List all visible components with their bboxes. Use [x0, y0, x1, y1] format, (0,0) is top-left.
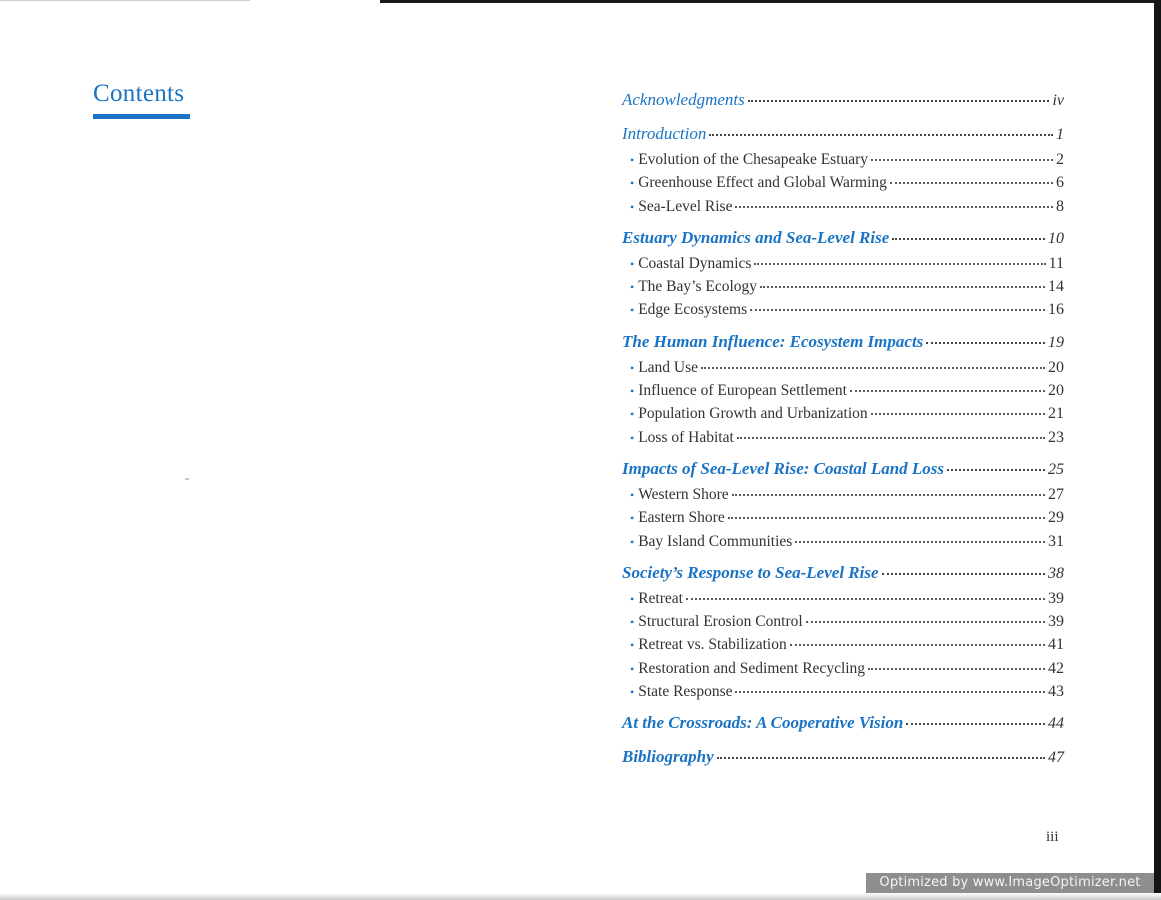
toc-subentry-title: Population Growth and Urbanization — [638, 405, 868, 423]
toc-subentry-title: Coastal Dynamics — [638, 254, 752, 272]
dot-leader — [748, 100, 1050, 102]
toc-page-number: 11 — [1048, 254, 1064, 272]
toc-chapter-entry — [622, 747, 1064, 774]
toc-chapter-entry — [622, 90, 1064, 117]
toc-page-number: 20 — [1048, 382, 1064, 400]
toc-page-number: 8 — [1056, 197, 1064, 215]
contents-heading: Contents — [93, 80, 185, 107]
toc-page-number: 38 — [1048, 564, 1064, 582]
toc-page-number: 1 — [1056, 126, 1064, 143]
bullet-icon: • — [630, 685, 635, 700]
dot-leader — [890, 182, 1053, 184]
dot-leader — [686, 598, 1045, 600]
toc-section — [622, 747, 1064, 774]
toc-page-number: 16 — [1048, 301, 1064, 319]
toc-subentry — [622, 533, 1064, 556]
toc-subentry — [622, 613, 1064, 636]
bullet-icon: • — [630, 407, 635, 422]
toc-chapter-title: Introduction — [622, 124, 707, 143]
toc-subentry — [622, 382, 1064, 405]
contents-underline — [93, 114, 190, 119]
toc-subentry — [622, 174, 1064, 197]
toc-subentry-title: Retreat — [638, 589, 683, 607]
toc-page-number: 21 — [1048, 405, 1064, 423]
dot-leader — [735, 206, 1053, 208]
bullet-icon: • — [630, 176, 635, 191]
toc-subentry — [622, 636, 1064, 659]
toc-subentry — [622, 590, 1064, 613]
page-number: iii — [1046, 829, 1059, 845]
dot-leader — [947, 469, 1045, 471]
bullet-icon: • — [630, 430, 635, 445]
toc-page-number: 47 — [1048, 749, 1064, 767]
toc-page-number: 23 — [1048, 428, 1064, 446]
toc-subentry — [622, 255, 1064, 278]
toc-subentry — [622, 359, 1064, 382]
toc-page-number: 2 — [1056, 151, 1064, 168]
toc-subentry — [622, 429, 1064, 452]
toc-page-number: 10 — [1048, 229, 1064, 247]
dot-leader — [871, 159, 1053, 161]
toc-page-number: 43 — [1048, 683, 1064, 701]
toc-section — [622, 713, 1064, 740]
dot-leader — [892, 238, 1045, 240]
toc-page-number: 39 — [1048, 613, 1064, 631]
dot-leader — [728, 517, 1045, 519]
toc-page-number: 41 — [1048, 636, 1064, 654]
toc-page-number: 31 — [1048, 532, 1064, 550]
dot-leader — [737, 437, 1045, 439]
table-of-contents — [622, 90, 1064, 781]
toc-chapter-entry — [622, 563, 1064, 590]
toc-page-number: 39 — [1048, 589, 1064, 607]
dot-leader — [871, 413, 1045, 415]
bullet-icon: • — [630, 280, 635, 295]
toc-subentry-title: Eastern Shore — [638, 509, 725, 527]
dot-leader — [701, 367, 1045, 369]
bullet-icon: • — [630, 534, 635, 549]
toc-subentry-title: Bay Island Communities — [638, 532, 793, 550]
dot-leader — [790, 644, 1045, 646]
toc-subentry — [622, 405, 1064, 428]
dot-leader — [732, 494, 1045, 496]
toc-page-number: iv — [1052, 92, 1064, 109]
toc-subentry — [622, 509, 1064, 532]
bullet-icon: • — [630, 256, 635, 271]
toc-chapter-title: Bibliography — [622, 747, 714, 767]
toc-subentry-title: Restoration and Sediment Recycling — [638, 659, 866, 677]
watermark-banner: Optimized by www.ImageOptimizer.net — [866, 873, 1154, 893]
bullet-icon: • — [630, 360, 635, 375]
toc-subentry — [622, 301, 1064, 324]
dot-leader — [926, 342, 1045, 344]
toc-subentry-title: Western Shore — [638, 485, 729, 503]
bullet-icon: • — [630, 153, 635, 167]
toc-chapter-title: Society’s Response to Sea-Level Rise — [622, 562, 879, 582]
toc-section — [622, 459, 1064, 556]
bullet-icon: • — [630, 487, 635, 502]
toc-subentry — [622, 683, 1064, 706]
toc-subentry — [622, 660, 1064, 683]
bullet-icon: • — [630, 303, 635, 318]
toc-page-number: 44 — [1048, 715, 1064, 733]
toc-chapter-entry — [622, 459, 1064, 486]
toc-subentry-title: Influence of European Settlement — [638, 382, 847, 400]
toc-chapter-title: Acknowledgments — [622, 90, 745, 109]
toc-section — [622, 90, 1064, 117]
toc-page-number: 25 — [1048, 460, 1064, 478]
toc-section — [622, 563, 1064, 706]
toc-page-number: 20 — [1048, 358, 1064, 376]
toc-section — [622, 228, 1064, 325]
dot-leader — [868, 668, 1045, 670]
toc-chapter-title: At the Crossroads: A Cooperative Vision — [622, 713, 904, 733]
bullet-icon: • — [630, 638, 635, 653]
scan-speck — [185, 478, 189, 480]
toc-subentry-title: Loss of Habitat — [638, 428, 734, 446]
toc-subentry-title: State Response — [638, 683, 733, 701]
toc-page-number: 42 — [1048, 659, 1064, 677]
bullet-icon: • — [630, 384, 635, 399]
toc-page-number: 6 — [1056, 174, 1064, 192]
toc-chapter-title: Impacts of Sea-Level Rise: Coastal Land Loss — [622, 458, 945, 478]
dot-leader — [760, 286, 1045, 288]
dot-leader — [754, 263, 1045, 265]
toc-section — [622, 332, 1064, 452]
toc-chapter-entry — [622, 124, 1064, 151]
bullet-icon: • — [630, 591, 635, 606]
bullet-icon: • — [630, 615, 635, 630]
toc-page-number: 27 — [1048, 485, 1064, 503]
toc-page-number: 14 — [1048, 278, 1064, 296]
toc-subentry-title: Sea-Level Rise — [638, 197, 733, 215]
top-rule-left — [0, 0, 250, 1]
top-rule — [380, 0, 1161, 3]
toc-chapter-entry — [622, 228, 1064, 255]
bottom-page-shade — [0, 893, 1161, 900]
toc-page-number: 19 — [1048, 333, 1064, 351]
right-page-edge — [1154, 0, 1161, 900]
toc-chapter-entry — [622, 713, 1064, 740]
toc-page-number: 29 — [1048, 509, 1064, 527]
dot-leader — [850, 390, 1045, 392]
toc-chapter-title: Estuary Dynamics and Sea-Level Rise — [622, 227, 890, 247]
toc-chapter-title: The Human Influence: Ecosystem Impacts — [622, 331, 924, 351]
toc-subentry — [622, 151, 1064, 174]
toc-chapter-entry — [622, 332, 1064, 359]
dot-leader — [806, 621, 1045, 623]
dot-leader — [882, 573, 1045, 575]
bullet-icon: • — [630, 511, 635, 526]
toc-subentry — [622, 486, 1064, 509]
dot-leader — [717, 757, 1045, 759]
bullet-icon: • — [630, 661, 635, 676]
toc-subentry-title: Edge Ecosystems — [638, 301, 748, 319]
toc-section — [622, 124, 1064, 221]
bullet-icon: • — [630, 199, 635, 214]
dot-leader — [735, 691, 1045, 693]
dot-leader — [906, 723, 1045, 725]
toc-subentry-title: Greenhouse Effect and Global Warming — [638, 174, 887, 192]
toc-subentry-title: Land Use — [638, 358, 699, 376]
toc-subentry-title: Evolution of the Chesapeake Estuary — [638, 151, 869, 168]
toc-subentry-title: The Bay’s Ecology — [638, 278, 758, 296]
toc-subentry — [622, 198, 1064, 221]
toc-subentry-title: Retreat vs. Stabilization — [638, 636, 787, 654]
dot-leader — [709, 134, 1053, 136]
dot-leader — [795, 541, 1045, 543]
dot-leader — [750, 309, 1045, 311]
toc-subentry — [622, 278, 1064, 301]
toc-subentry-title: Structural Erosion Control — [638, 613, 803, 631]
